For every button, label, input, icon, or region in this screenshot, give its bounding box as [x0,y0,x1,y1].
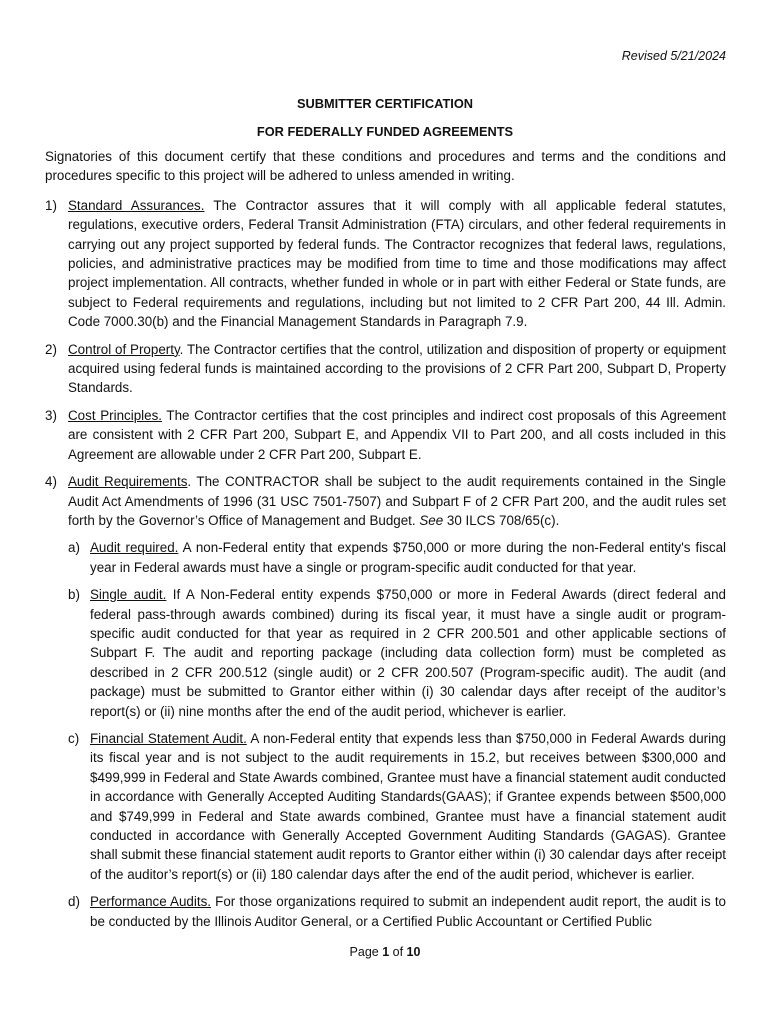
section-heading: Audit Requirements [68,474,188,490]
intro-paragraph: Signatories of this document certify that these conditions and procedures and terms and the conditions and procedures specific to this project will be adhered to unless amended in writing. [45,149,726,184]
page-footer [0,943,770,962]
document-title: SUBMITTER CERTIFICATION [296,96,474,111]
section-heading: Cost Principles. [68,407,162,423]
subsection-letter: a) [68,540,80,556]
revision-date: Revised 5/21/2024 [621,49,726,63]
see-citation-label: See [419,512,444,528]
section-heading: Control of Property [68,341,180,357]
section-text: . The CONTRACTOR shall be subject to the audit requirements contained in the Single Audit Act Amendments of 1996 (31 USC 7501-7507) and Subpart F of 2 CFR Part 200, and the audit rules set forth by the Governor’s Office of Management and Budget. [68,474,727,528]
section-audit-requirements [45,472,726,530]
section-number: 3) [45,407,57,423]
subsection-heading: Performance Audits. [90,894,211,910]
section-control-of-property [45,340,726,398]
document-subtitle: FOR FEDERALLY FUNDED AGREEMENTS [256,124,514,139]
subsection-text: A non-Federal entity that expends less than $750,000 in Federal Awards during its fiscal year and is not subject to the audit requirements in 15.2, but receives between $300,000 and $499,999 in Federal and State Awards combined, Grantee must have a financial statement audit conducted in accordance with Generally Accepted Auditing Standards(GAAS); if Grantee expends between $500,000 and $749,999 in Federal and State awards combined, Grantee must have a financial statement audit conducted in accordance with Generally Accepted Government Auditing Standards (GAGAS). Grantee shall submit these financial statement audit reports to Grantor either within (i) 30 calendar days after receipt of the auditor’s report(s) or (ii) 180 calendar days after the end of the audit period, whichever is earlier. [90,730,726,882]
subsection-letter: b) [68,587,80,603]
section-text-citation: 30 ILCS 708/65(c). [443,512,560,528]
section-number: 2) [45,341,57,357]
document-body [45,147,726,939]
section-number: 1) [45,197,57,213]
subsection-financial-statement-audit [45,729,726,884]
page-of-label: of [389,945,407,959]
section-text: . The Contractor certifies that the control, utilization and disposition of property or equipment acquired using federal funds is maintained according to the provisions of 2 CFR Part 200, Subpart D, Property Standards. [68,341,726,396]
subsection-letter: c) [68,730,80,746]
subsection-performance-audits [45,892,726,931]
total-page-count: 10 [406,945,421,959]
section-number: 4) [45,474,57,490]
subsection-text: For those organizations required to submit an independent audit report, the audit is to be conducted by the Illinois Auditor General, or a Certified Public Accountant or Certified Public [90,894,726,929]
subsection-heading: Audit required. [90,540,179,556]
section-standard-assurances [45,196,726,332]
section-text: The Contractor certifies that the cost principles and indirect cost proposals of this Agreement are consistent with 2 CFR Part 200, Subpart E, and Appendix VII to Part 200, and all costs included in this Agreement are allowable under 2 CFR Part 200, Subpart E. [68,407,726,462]
subsection-heading: Single audit. [90,587,167,603]
subsection-heading: Financial Statement Audit. [90,730,247,746]
subsection-single-audit [45,585,726,721]
subsection-letter: d) [68,894,80,910]
section-heading: Standard Assurances. [68,197,205,213]
section-text: The Contractor assures that it will comply with all applicable federal statutes, regulations, executive orders, Federal Transit Administration (FTA) circulars, and other federal requirements in carrying out any project supported by federal funds. The Contractor recognizes that federal laws, regulations, policies, and administrative practices may be modified from time to time and those modifications may affect project implementation. All contracts, whether funded in whole or in part with either Federal or State funds, are subject to Federal requirements and regulations, including but not limited to 2 CFR Part 200, 44 Ill. Admin. Code 7000.30(b) and the Financial Management Standards in Paragraph 7.9. [68,197,726,330]
subsection-text: If A Non-Federal entity expends $750,000 or more in Federal Awards (direct federal and federal pass-through awards combined) during its fiscal year, it must have a single audit or program-specific audit conducted for that year as required in 2 CFR 200.501 and other applicable sections of Subpart F. The audit and reporting package (including data collection form) must be completed as described in 2 CFR 200.512 (single audit) or 2 CFR 200.507 (Program-specific audit). The audit (and package) must be submitted to Grantor either within (i) 30 calendar days after receipt of the auditor’s report(s) or (ii) nine months after the end of the audit period, whichever is earlier. [90,587,726,719]
current-page-number: 1 [382,945,390,959]
subsection-text: A non-Federal entity that expends $750,000 or more during the non-Federal entity's fiscal year in Federal awards must have a single or program-specific audit conducted for that year. [90,540,727,575]
section-cost-principles [45,406,726,464]
page-label: Page [349,945,383,959]
subsection-audit-required [45,538,726,577]
